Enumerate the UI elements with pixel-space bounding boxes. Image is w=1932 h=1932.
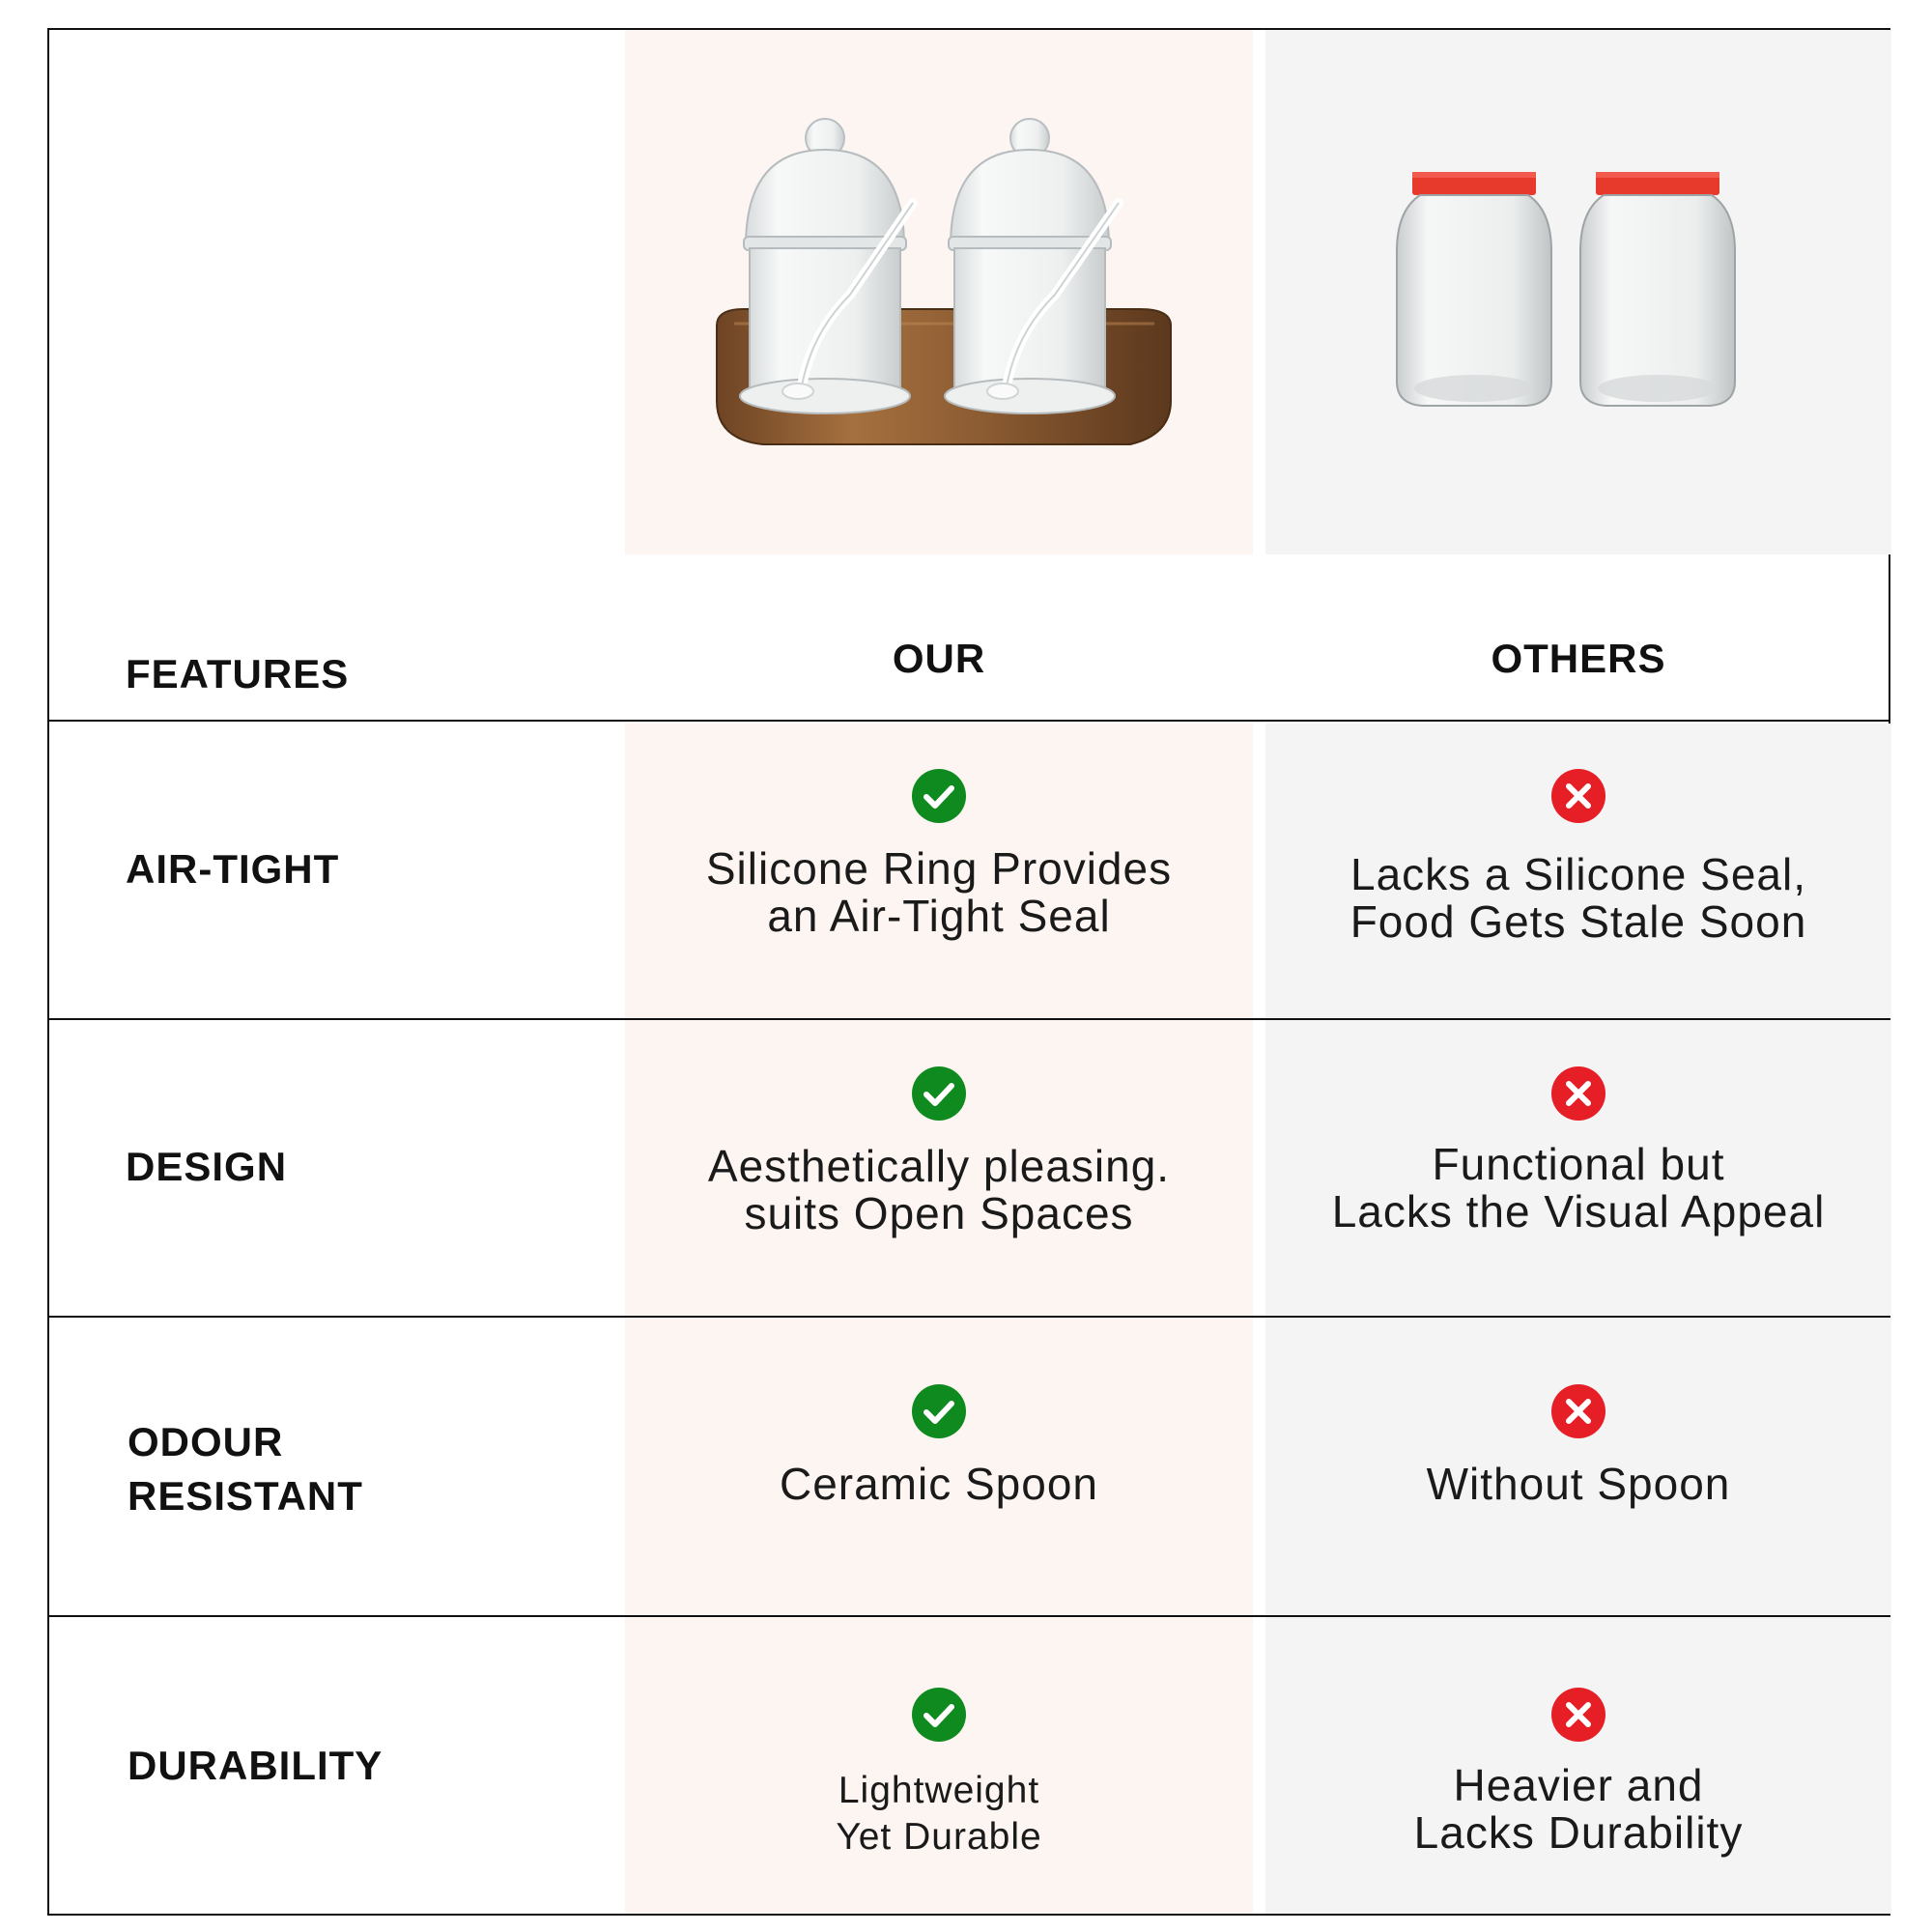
our-cell — [625, 1065, 1253, 1237]
check-icon — [911, 768, 967, 824]
others-description: Heavier and Lacks Durability — [1413, 1760, 1744, 1858]
others-description: Functional but Lacks the Visual Appeal — [1331, 1139, 1826, 1236]
our-cell — [625, 1383, 1253, 1508]
our-product-image — [705, 111, 1188, 459]
feature-label: DESIGN — [126, 1144, 288, 1189]
our-column-heading: OUR — [892, 636, 986, 681]
others-cell — [1265, 1065, 1891, 1236]
feature-label: ODOUR RESISTANT — [128, 1419, 363, 1519]
cross-icon — [1550, 1065, 1606, 1122]
cross-icon — [1550, 768, 1606, 824]
others-description: Without Spoon — [1426, 1459, 1731, 1509]
row-divider — [47, 1615, 1890, 1617]
check-icon — [911, 1687, 967, 1743]
others-product-image — [1391, 164, 1758, 415]
others-description: Lacks a Silicone Seal, Food Gets Stale Soon — [1350, 849, 1807, 947]
cross-icon — [1550, 1687, 1606, 1743]
others-cell — [1265, 1687, 1891, 1857]
check-icon — [911, 1383, 967, 1439]
features-heading: FEATURES — [126, 651, 350, 696]
header-divider — [47, 720, 1890, 722]
our-description: Aesthetically pleasing. suits Open Spaces — [707, 1141, 1171, 1238]
our-description: Lightweight Yet Durable — [836, 1770, 1042, 1858]
row-divider — [47, 1018, 1890, 1020]
feature-label: AIR-TIGHT — [126, 846, 340, 892]
others-column-heading: OTHERS — [1491, 636, 1666, 681]
cross-icon — [1550, 1383, 1606, 1439]
check-icon — [911, 1065, 967, 1122]
others-cell — [1265, 768, 1891, 946]
our-description: Ceramic Spoon — [779, 1459, 1099, 1509]
our-cell — [625, 1687, 1253, 1861]
our-cell — [625, 768, 1253, 940]
our-description: Silicone Ring Provides an Air-Tight Seal — [705, 843, 1173, 941]
feature-label: DURABILITY — [128, 1743, 384, 1788]
row-divider — [47, 1316, 1890, 1318]
others-cell — [1265, 1383, 1891, 1508]
